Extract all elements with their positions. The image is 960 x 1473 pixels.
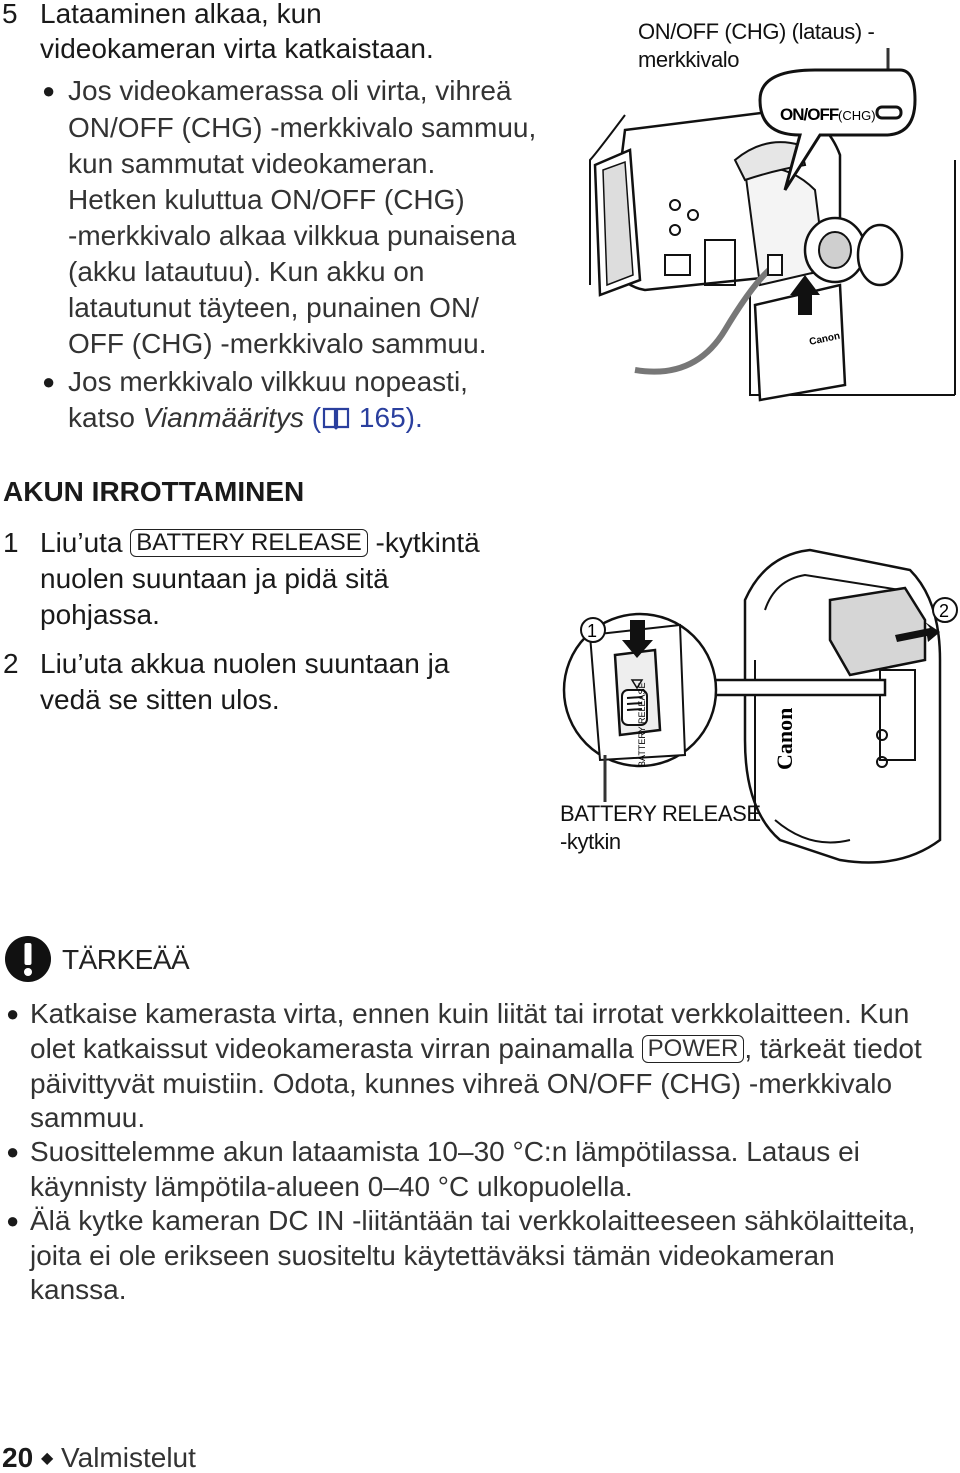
step-number: 1 xyxy=(3,527,19,558)
bullet-2-line-1: Jos merkkivalo vilkkuu nopeasti, xyxy=(68,366,468,397)
important-b1-l4: sammuu. xyxy=(30,1102,146,1133)
page-reference[interactable]: ( 165). xyxy=(304,402,423,433)
bullet-1-line-5: -merkkivalo alkaa vilkkua punaisena xyxy=(68,220,517,251)
svg-text:(CHG): (CHG) xyxy=(838,108,876,123)
important-title: TÄRKEÄÄ xyxy=(62,944,190,975)
bullet-2-prefix: katso xyxy=(68,402,143,433)
bullet-1-line-4: Hetken kuluttua ON/OFF (CHG) xyxy=(68,184,465,215)
camcorder-charging-illustration xyxy=(585,40,960,410)
important-b3-l3: kanssa. xyxy=(30,1274,127,1305)
step-1-post: -kytkintä xyxy=(375,527,480,558)
footer-section: Valmistelut xyxy=(61,1442,196,1473)
book-icon xyxy=(321,405,351,431)
troubleshooting-link[interactable]: Vianmääritys xyxy=(142,402,305,433)
bullet-1-line-7: latautunut täyteen, punainen ON/ xyxy=(68,292,479,323)
svg-text:1: 1 xyxy=(587,621,598,641)
bullet-1-line-1: Jos videokamerassa oli virta, vihreä xyxy=(68,75,512,106)
step-1-pre: Liu’uta xyxy=(40,527,123,558)
important-b1-l3: päivittyvät muistiin. Odota, kunnes vihreä ON/OFF (CHG) -merkkivalo xyxy=(30,1068,893,1099)
figure-2-label-line1: BATTERY RELEASE xyxy=(560,801,761,826)
bullet-dot: ● xyxy=(6,1208,20,1233)
diamond-separator-icon: ◆ xyxy=(40,1450,54,1467)
power-key: POWER xyxy=(642,1035,745,1063)
svg-text:Canon: Canon xyxy=(808,330,842,348)
bullet-2-line-2 xyxy=(68,400,423,435)
page-number: 20 xyxy=(2,1442,34,1473)
important-b2-l2: käynnisty lämpötila-alueen 0–40 °C ulkopuolella. xyxy=(30,1171,633,1202)
step-1-line-3: pohjassa. xyxy=(40,599,160,630)
bullet-dot: ● xyxy=(42,78,56,103)
bullet-1-line-3: kun sammutat videokameran. xyxy=(68,148,436,179)
svg-text:BATTERY RELEASE: BATTERY RELEASE xyxy=(637,682,647,767)
section-heading: AKUN IRROTTAMINEN xyxy=(3,476,305,507)
b1-l2-pre: olet katkaissut videokamerasta virran painamalla xyxy=(30,1033,634,1064)
step-number: 5 xyxy=(2,0,18,29)
step-title-line1: Lataaminen alkaa, kun xyxy=(40,0,322,29)
step-1-line-2: nuolen suuntaan ja pidä sitä xyxy=(40,563,389,594)
svg-text:Canon: Canon xyxy=(772,707,797,770)
important-b1-l1: Katkaise kamerasta virta, ennen kuin liität tai irrotat verkkolaitteen. Kun xyxy=(30,998,910,1029)
figure-2-label-line2: -kytkin xyxy=(560,829,621,854)
step-1-line-1 xyxy=(40,525,480,560)
important-b3-l2: joita ei ole erikseen suositeltu käytettäväksi tämän videokameran xyxy=(30,1240,835,1271)
bullet-dot: ● xyxy=(42,369,56,394)
important-b2-l1: Suosittelemme akun lataamista 10–30 °C:n lämpötilassa. Lataus ei xyxy=(30,1136,860,1167)
step-number: 2 xyxy=(3,648,19,679)
warning-icon xyxy=(4,935,52,983)
bullet-dot: ● xyxy=(6,1001,20,1026)
bullet-dot: ● xyxy=(6,1139,20,1164)
svg-text:2: 2 xyxy=(939,601,950,621)
battery-release-key: BATTERY RELEASE xyxy=(130,529,367,557)
bullet-1-line-8: OFF (CHG) -merkkivalo sammuu. xyxy=(68,328,487,359)
figure-1-label: ON/OFF (CHG) (lataus) -merkkivalo xyxy=(638,19,875,72)
bullet-1-line-6: (akku latautuu). Kun akku on xyxy=(68,256,425,287)
b1-l2-post: , tärkeät tiedot xyxy=(744,1033,922,1064)
step-title-line2: videokameran virta katkaistaan. xyxy=(40,33,434,64)
bullet-1-line-2: ON/OFF (CHG) -merkkivalo sammuu, xyxy=(68,112,537,143)
svg-text:ON/OFF: ON/OFF xyxy=(780,105,839,124)
step-2-line-2: vedä se sitten ulos. xyxy=(40,684,280,715)
step-2-line-1: Liu’uta akkua nuolen suuntaan ja xyxy=(40,648,450,679)
page-footer xyxy=(2,1440,196,1473)
important-b1-l2 xyxy=(30,1031,922,1066)
important-b3-l1: Älä kytke kameran DC IN -liitäntään tai verkkolaitteeseen sähkölaitteita, xyxy=(30,1205,916,1236)
